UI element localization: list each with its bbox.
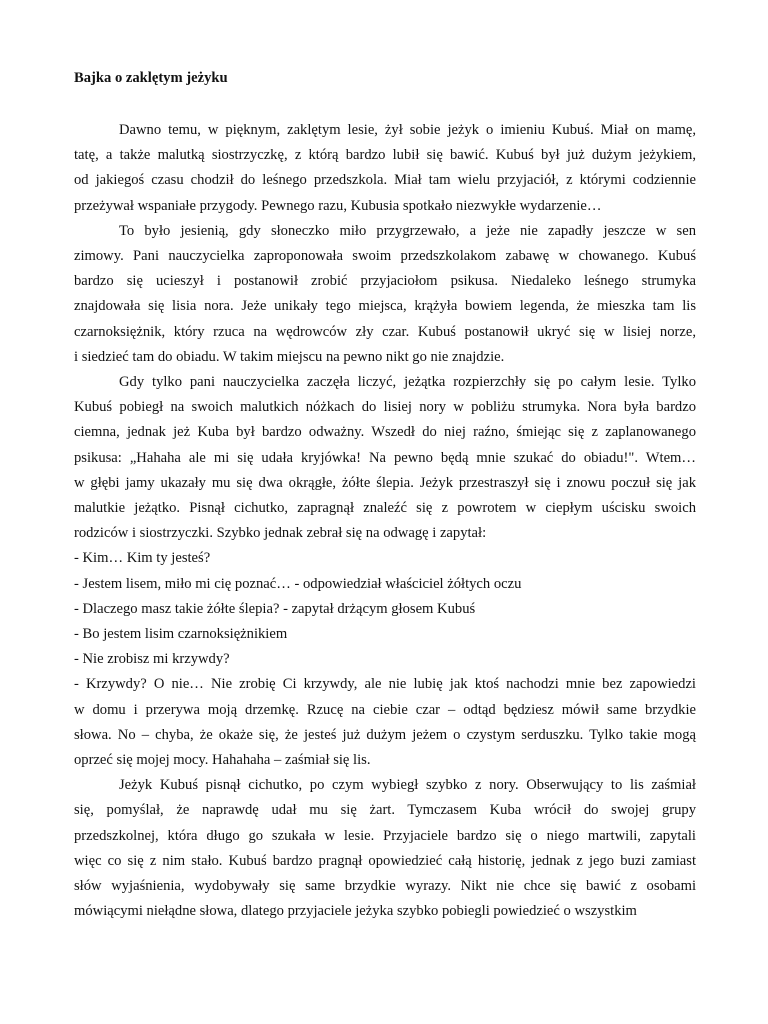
text-line: Gdy tylko pani nauczycielka zaczęła liczyć, jeżątka rozpierzchły się po całym lesie. Tylko (119, 374, 696, 391)
text-line: Jeżyk Kubuś pisnął cichutko, po czym wybiegł szybko z nory. Obserwujący to lis zaśmiał (119, 777, 696, 794)
text-paragraph (74, 118, 696, 219)
document-body (74, 118, 696, 925)
text-paragraph (74, 219, 696, 370)
text-line: - Jestem lisem, miło mi cię poznać… - odpowiedział właściciel żółtych oczu (74, 575, 522, 592)
dialog-paragraph (74, 597, 696, 622)
dialog-paragraph (74, 622, 696, 647)
text-line: ciemna, jednak jeż Kuba był bardzo odważny. Wszedł do niej raźno, śmiejąc się z zaplanowanego (74, 424, 696, 441)
text-line: malutkie jeżątko. Pisnął cichutko, zapragnął znaleźć się z powrotem w ciepłym uścisku swoich (74, 500, 696, 517)
text-line: - Dlaczego masz takie żółte ślepia? - zapytał drżącym głosem Kubuś (74, 600, 476, 617)
text-line: słów wyjaśnienia, wydobywały się same brzydkie wyrazy. Nikt nie chce się bawić z osobami (74, 878, 696, 895)
text-line: Kubuś pobiegł na swoich malutkich nóżkach do lisiej nory w pobliżu strumyka. Nora była bardzo (74, 399, 696, 416)
text-line: i siedzieć tam do obiadu. W takim miejscu na pewno nikt go nie znajdzie. (74, 348, 505, 365)
text-line: - Kim… Kim ty jesteś? (74, 550, 211, 567)
document-title: Bajka o zaklętym jeżyku (74, 70, 228, 86)
dialog-paragraph (74, 672, 696, 773)
text-line: się, pomyślał, że naprawdę udał mu się żart. Tymczasem Kuba wrócił do swojej grupy (74, 802, 696, 819)
text-line: w głębi jamy ukazały mu się dwa okrągłe, żółte ślepia. Jeżyk przestraszył się i znowu poczuł się jak (74, 474, 696, 491)
text-paragraph (74, 370, 696, 546)
text-line: tatę, a także malutką siostrzyczkę, z którą bardzo lubił się bawić. Kubuś był już dużym jeżykiem, (74, 147, 696, 164)
text-line: oprzeć się mojej mocy. Hahahaha – zaśmiał się lis. (74, 752, 371, 769)
text-line: od jakiegoś czasu chodził do leśnego przedszkola. Miał tam wielu przyjaciół, z którymi codziennie (74, 172, 696, 189)
text-line: Dawno temu, w pięknym, zaklętym lesie, żył sobie jeżyk o imieniu Kubuś. Miał on mamę, (119, 122, 696, 138)
text-line: w domu i przerywa moją drzemkę. Rzucę na ciebie czar – odtąd będziesz mówił same brzydkie (74, 701, 696, 718)
text-line: rodziców i siostrzyczki. Szybko jednak zebrał się na odwagę i zapytał: (74, 525, 487, 542)
text-line: To było jesienią, gdy słoneczko miło przygrzewało, a jeże nie zapadły jeszcze w sen (119, 222, 696, 239)
dialog-paragraph (74, 572, 696, 597)
dialog-paragraph (74, 647, 696, 672)
text-line: - Bo jestem lisim czarnoksiężnikiem (74, 626, 288, 643)
text-line: znajdowała się lisia nora. Jeże unikały tego miejsca, krążyła bowiem legenda, że mieszka tam lis (74, 298, 696, 315)
text-line: - Nie zrobisz mi krzywdy? (74, 651, 230, 668)
text-line: przeżywał wspaniałe przygody. Pewnego razu, Kubusia spotkało niezwykłe wydarzenie… (74, 197, 602, 214)
text-line: przedszkolnej, która długo go szukała w lesie. Przyjaciele bardzo się o niego martwili, zapytali (74, 827, 696, 844)
dialog-paragraph (74, 546, 696, 571)
text-line: - Krzywdy? O nie… Nie zrobię Ci krzywdy, ale nie lubię jak ktoś nachodzi mnie bez zapowiedzi (74, 676, 696, 693)
text-line: więc co się z nim stało. Kubuś bardzo pragnął opowiedzieć całą historię, jednak z jego buzi zamiast (74, 852, 696, 869)
text-paragraph (74, 773, 696, 924)
text-line: bardzo się ucieszył i postanowił zrobić przyjaciołom psikusa. Niedaleko leśnego strumyka (74, 273, 696, 290)
text-line: czarnoksiężnik, który rzuca na wędrowców zły czar. Kubuś postanowił ukryć się w lisiej norze, (74, 323, 696, 340)
text-line: zimowy. Pani nauczycielka zaproponowała swoim przedszkolakom zabawę w chowanego. Kubuś (74, 248, 696, 265)
text-line: mówiącymi niełądne słowa, dlatego przyjaciele jeżyka szybko pobiegli powiedzieć o wszystkim (74, 903, 637, 920)
text-line: psikusa: „Hahaha ale mi się udała kryjówka! Na pewno będą mnie szukać do obiadu!". Wtem… (74, 449, 696, 466)
document-page (74, 68, 696, 925)
text-line: słowa. No – chyba, że okaże się, że jesteś już dużym jeżem o czystym serduszku. Tylko takie mogą (74, 726, 696, 743)
